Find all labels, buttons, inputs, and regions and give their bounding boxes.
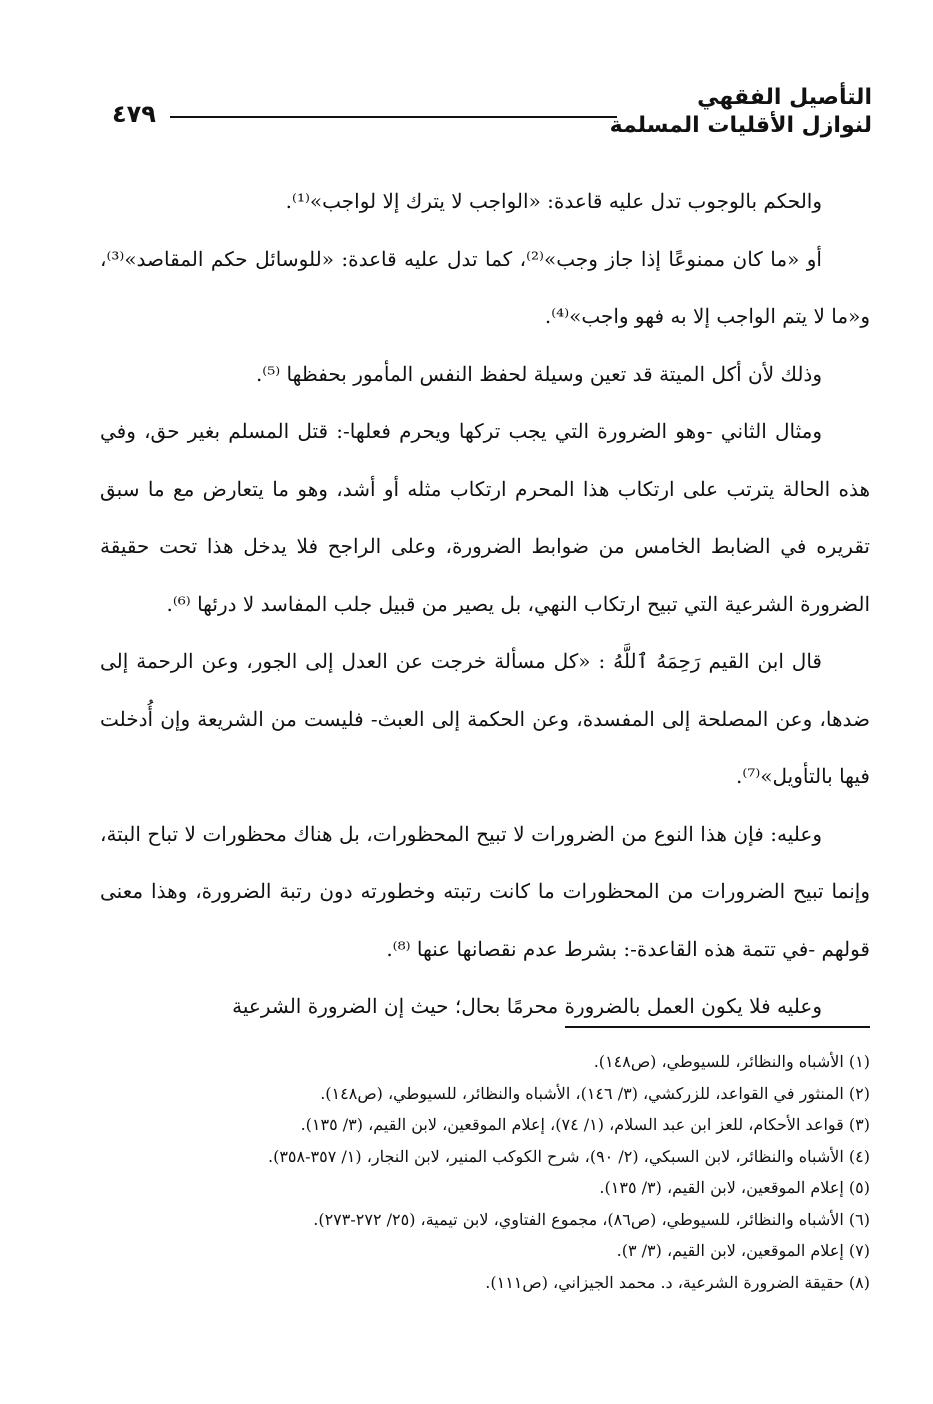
paragraph-5: قال ابن القيم رَحِمَهُ ٱللَّهُ : «كل مسألة خرجت عن العدل إلى الجور، وعن الرحمة إلى ضدها، وعن المصلحة إلى المفسدة، وعن الحكمة إلى العبث- فليست من الشريعة وإن أُدخلت فيها بالتأويل»⁽⁷⁾. (100, 649, 870, 788)
paragraph-4: ومثال الثاني -وهو الضرورة التي يجب تركها ويحرم فعلها-: قتل المسلم بغير حق، وفي هذه الحالة يترتب على ارتكاب هذا المحرم ارتكاب مثله أو أشد، وهو ما يتعارض مع ما سبق تقريره في الضابط الخامس من ضوابط الضرورة، وعلى الراجح فلا يدخل هذا تحت حقيقة الضرورة الشرعية التي تبيح ارتكاب النهي، بل يصير من قبيل جلب المفاسد لا درئها ⁽⁶⁾. (100, 419, 870, 616)
paragraph-3: وذلك لأن أكل الميتة قد تعين وسيلة لحفظ النفس المأمور بحفظها ⁽⁵⁾. (255, 361, 822, 386)
footnote-3: (٣) قواعد الأحكام، للعز ابن عبد السلام، (١/ ٧٤)، إعلام الموقعين، لابن القيم، (٣/ ١٣٥). (300, 1115, 870, 1134)
footnote-1: (١) الأشباه والنظائر، للسيوطي، (ص١٤٨). (593, 1052, 870, 1071)
footnote-5: (٥) إعلام الموقعين، لابن القيم، (٣/ ١٣٥). (599, 1178, 870, 1197)
paragraph-2: أو «ما كان ممنوعًا إذا جاز وجب»⁽²⁾، كما تدل عليه قاعدة: «للوسائل حكم المقاصد»⁽³⁾، و«ما لا يتم الواجب إلا به فهو واجب»⁽⁴⁾. (100, 246, 870, 328)
footnote-4: (٤) الأشباه والنظائر، لابن السبكي، (٢/ ٩٠)، شرح الكوكب المنير، لابن النجار، (١/ ٣٥٧-٣٥٨). (268, 1146, 870, 1166)
page-number: ٤٧٩ (112, 100, 156, 128)
paragraph-7: وعليه فلا يكون العمل بالضرورة محرمًا بحال؛ حيث إن الضرورة الشرعية (232, 994, 822, 1018)
footnote-2: (٢) المنثور في القواعد، للزركشي، (٣/ ١٤٦)، الأشباه والنظائر، للسيوطي، (ص١٤٨). (320, 1083, 870, 1103)
main-text (100, 173, 870, 1036)
footnote-8: (٨) حقيقة الضرورة الشرعية، د. محمد الجيزاني، (ص١١١). (485, 1272, 870, 1292)
footnote-separator (565, 1026, 870, 1028)
footnotes (100, 1046, 870, 1298)
paragraph-1: والحكم بالوجوب تدل عليه قاعدة: «الواجب لا يترك إلا لواجب»⁽¹⁾. (285, 189, 822, 213)
header-rule (170, 116, 617, 118)
header-title-line-2: لنوازل الأقليات المسلمة (609, 113, 872, 138)
running-header (90, 84, 872, 154)
footnote-7: (٧) إعلام الموقعين، لابن القيم، (٣/ ٣). (616, 1241, 870, 1260)
paragraph-6: وعليه: فإن هذا النوع من الضرورات لا تبيح المحظورات، بل هناك محظورات لا تباح البتة، وإنما تبيح الضرورات من المحظورات ما كانت رتبته وخطورته دون رتبة الضرورة، وهذا معنى قولهم -في تتمة هذه القاعدة-: بشرط عدم نقصانها عنها ⁽⁸⁾. (100, 821, 870, 961)
header-title (610, 84, 872, 140)
footnote-6: (٦) الأشباه والنظائر، للسيوطي، (ص٨٦)، مجموع الفتاوي، لابن تيمية، (٢٥/ ٢٧٢-٢٧٣). (313, 1209, 870, 1229)
header-title-line-1: التأصيل الفقهي (697, 85, 872, 110)
